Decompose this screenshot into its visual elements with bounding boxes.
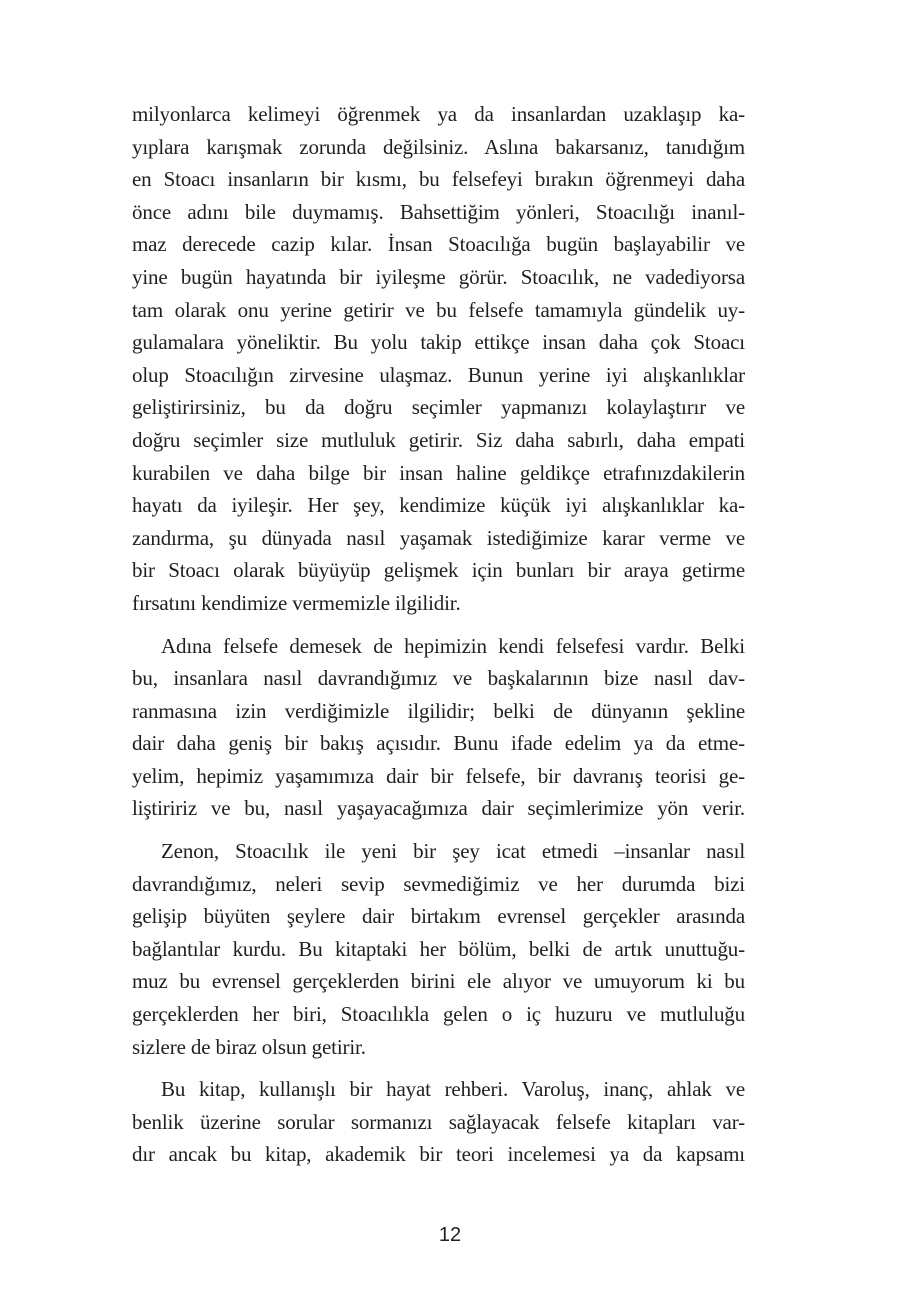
text-line: gerçeklerden her biri, Stoacılıkla gelen o iç huzuru ve mutluluğu	[132, 1002, 745, 1027]
text-line: maz derecede cazip kılar. İnsan Stoacılığa bugün başlayabilir ve	[132, 232, 745, 257]
text-line: gelişip büyüten şeylere dair birtakım evrensel gerçekler arasında	[132, 904, 745, 929]
text-line: yine bugün hayatında bir iyileşme görür. Stoacılık, ne vadediyorsa	[132, 264, 745, 289]
text-line: dır ancak bu kitap, akademik bir teori incelemesi ya da kapsamı	[132, 1142, 745, 1167]
text-line: geliştirirsiniz, bu da doğru seçimler yapmanızı kolaylaştırır ve	[132, 395, 745, 420]
paragraph-2	[132, 630, 745, 826]
text-line: doğru seçimler size mutluluk getirir. Siz daha sabırlı, daha empati	[132, 427, 745, 452]
text-line: benlik üzerine sorular sormanızı sağlayacak felsefe kitapları var-	[132, 1109, 745, 1134]
text-line: yıplara karışmak zorunda değilsiniz. Aslına bakarsanız, tanıdığım	[132, 134, 745, 159]
text-line: bir Stoacı olarak büyüyüp gelişmek için bunları bir araya getirme	[132, 558, 745, 583]
text-line: davrandığımız, neleri sevip sevmediğimiz ve her durumda bizi	[132, 871, 745, 896]
paragraph-3	[132, 835, 745, 1063]
text-line: dair daha geniş bir bakış açısıdır. Bunu ifade edelim ya da etme-	[132, 731, 745, 756]
text-line: ranmasına izin verdiğimizle ilgilidir; belki de dünyanın şekline	[132, 698, 745, 723]
text-line: gulamalara yöneliktir. Bu yolu takip ettikçe insan daha çok Stoacı	[132, 330, 745, 355]
text-line: Zenon, Stoacılık ile yeni bir şey icat etmedi –insanlar nasıl	[161, 839, 745, 864]
text-line: hayatı da iyileşir. Her şey, kendimize küçük iyi alışkanlıklar ka-	[132, 493, 745, 518]
text-line: kurabilen ve daha bilge bir insan haline geldikçe etrafınızdakilerin	[132, 460, 745, 485]
text-line: en Stoacı insanların bir kısmı, bu felsefeyi bırakın öğrenmeyi daha	[132, 167, 745, 192]
text-line: olup Stoacılığın zirvesine ulaşmaz. Bunun yerine iyi alışkanlıklar	[132, 362, 745, 387]
text-line: tam olarak onu yerine getirir ve bu felsefe tamamıyla gündelik uy-	[132, 297, 745, 322]
text-line: milyonlarca kelimeyi öğrenmek ya da insanlardan uzaklaşıp ka-	[132, 102, 745, 126]
paragraph-4	[132, 1073, 745, 1171]
text-line: fırsatını kendimize vermemizle ilgilidir.	[132, 590, 461, 615]
text-line: sizlere de biraz olsun getirir.	[132, 1034, 366, 1059]
text-line: liştiririz ve bu, nasıl yaşayacağımıza dair seçimlerimize yön verir.	[132, 796, 745, 821]
page-number: 12	[438, 1224, 462, 1246]
paragraph-1	[132, 98, 745, 620]
text-line: yelim, hepimiz yaşamımıza dair bir felsefe, bir davranış teorisi ge-	[132, 763, 745, 788]
text-line: muz bu evrensel gerçeklerden birini ele alıyor ve umuyorum ki bu	[132, 969, 745, 994]
text-line: bu, insanlara nasıl davrandığımız ve başkalarının bize nasıl dav-	[132, 666, 745, 691]
text-line: Adına felsefe demesek de hepimizin kendi felsefesi vardır. Belki	[161, 633, 745, 658]
text-line: bağlantılar kurdu. Bu kitaptaki her bölüm, belki de artık unuttuğu-	[132, 936, 745, 961]
text-line: zandırma, şu dünyada nasıl yaşamak istediğimize karar verme ve	[132, 525, 745, 550]
page-body	[132, 98, 745, 1171]
text-line: önce adını bile duymamış. Bahsettiğim yönleri, Stoacılığı inanıl-	[132, 199, 745, 224]
text-line: Bu kitap, kullanışlı bir hayat rehberi. Varoluş, inanç, ahlak ve	[161, 1077, 745, 1102]
